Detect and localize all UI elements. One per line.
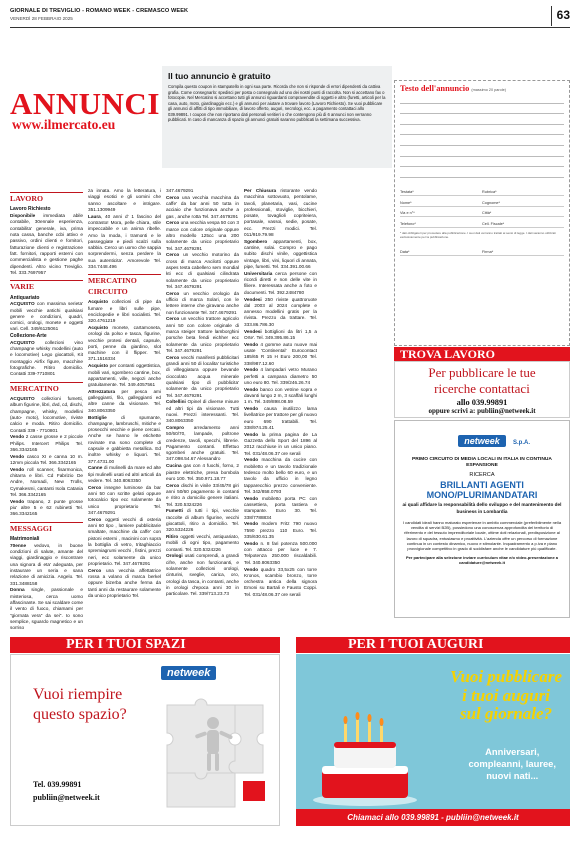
classified-ad [166, 291, 239, 316]
ad-text: vecchi manifesti pubblicitari grandi anni 50 di localita' turistiche di villeggiatura oppure bevande cioccolato acqua minerale qualsiasi tipo di pubblicita' solamente da unico proprietario Tel. 347.4679291 [166, 354, 239, 398]
classified-ad [88, 299, 161, 324]
ad-lead-word: Vendo [10, 498, 25, 504]
section-heading: MERCATINO [10, 382, 83, 394]
ad-text: ristorante vendo macchina sottovuoto, pentolame, tavoli, planetaria, vasi, cucine professionali, stoviglie, bicchieri, posate, tovaglioli copriteiera, portasale, vassoi, sedie, posate, ecc. Prezzi modici. Tel. 011/919.79.98 [244, 188, 317, 238]
classified-ad [244, 432, 317, 457]
ad-lead-word: Vendo [244, 406, 259, 412]
auguri-headline-1: Vuoi pubblicare [450, 667, 562, 686]
ad-lead-word: Canne [88, 465, 103, 471]
auguri-headline-2: i tuoi auguri [462, 685, 550, 705]
classified-ad [10, 467, 83, 498]
ad-text: single, passionale e misteriosa, cerca uomo affascinante. Se sai scaldare come il vento di fuoco, chiamami per "giornata vera" da sei". Io sono semplice, sguardo magnetico e un sorriso [10, 587, 83, 631]
ad-text: per contanti oggettistica, mobili vari, sgombero cantine, box, appartamenti, ville, negozi anche gratuitamente. Tel. 349.4057561 [88, 363, 161, 388]
coupon-line[interactable] [400, 114, 564, 125]
job-role: BRILLANTI AGENTI MONO/PLURIMANDATARI [426, 479, 538, 501]
coupon-title [400, 84, 564, 93]
page-header [10, 6, 570, 28]
ad-lead-word: Vendo [244, 521, 259, 527]
auguri-ad [296, 654, 570, 826]
ad-lead-word: Sgombero [244, 238, 268, 244]
coupon-field-row[interactable] [400, 207, 564, 218]
classified-ad [88, 568, 161, 599]
website-link[interactable]: www.ilmercato.eu [12, 117, 116, 132]
section-title-annunci: ANNUNCI [10, 86, 160, 121]
field-codice-fiscale[interactable]: Cell. Fiscale* [482, 222, 564, 228]
header-divider [551, 6, 552, 26]
ad-lead-word: Vendo [244, 495, 259, 501]
ad-text: mobiletto porta PC con cassettiera, porta tastiera e stampante. Euro 30. Tel. 338/7788834 [244, 495, 317, 520]
classified-ad [244, 541, 317, 566]
spazi-ad [10, 654, 280, 826]
ad-lead-word: Disponibile [10, 213, 36, 219]
subsection-heading: Antiquariato [10, 294, 40, 301]
ad-text: za innata. Amo la letteratura, i viaggi esotici e gli uomini che sanno ascoltare e intrigare. 351.1309949 [88, 188, 161, 212]
spazi-question-1: Vuoi riempire [33, 686, 123, 703]
classified-column-2 [88, 188, 161, 600]
trova-lavoro-bar: TROVA LAVORO [394, 347, 570, 361]
auguri-subtext [468, 746, 556, 783]
ad-lead-word: Laura [88, 213, 101, 219]
classified-ad [166, 220, 239, 251]
ad-lead-word: Attrezzatura [88, 388, 116, 394]
classified-ad [88, 188, 161, 213]
classified-ad [244, 457, 317, 495]
classified-ad [10, 499, 83, 518]
classified-ad [244, 387, 317, 406]
job-ricerca: RICERCA [469, 471, 495, 478]
ad-text: macchina da cucire con mobiletto e un tavolo tradizionale tedesco molto bello 60 euro, e un tavolo da ufficio in legno tapparecchio prezzo conveniente. Tel. 342/858.0793 [244, 457, 317, 494]
spazi-question-2: questo spazio? [33, 706, 127, 723]
info-title: Il tuo annuncio è gratuito [168, 71, 271, 81]
field-rubrica[interactable]: Rubrica* [482, 190, 564, 196]
ad-lead-word: Bottiglie [88, 414, 107, 420]
ad-text: collezioni vino champagne whisky modellini (auto e locomotive) Lego giocattoli, Kit montaggio Airfix figure, macchine fotografiche. Ritiro domicilio. Contatti 339-7710801 [10, 339, 83, 377]
field-cognome[interactable]: Cognome* [482, 201, 564, 207]
ad-text: oggetti vecchi di osteria anni 60 tipo , lamiere pubblicitarie smaltate, macchine da caffe' con pistoni esterni , macinini con sopra la bottiglia di vetro, tritaghiaccio spremiagrumi vecchi , fistini, prezzi neri, ecc solamente da unico proprietario. Tel. 347.4679291 [88, 516, 161, 566]
ad-text: di tutti i tipi, vecchie raccolte di album figurine, vecchi giocattoli, ritiro a domicilio. Tel. 320.5324226 [166, 508, 239, 533]
classified-ad [10, 454, 83, 467]
classified-column-1 [10, 188, 83, 632]
classified-ad [166, 316, 239, 354]
spazi-contact [33, 779, 100, 805]
ad-coupon[interactable] [394, 80, 570, 346]
ad-lead-word: Vendo [244, 431, 259, 437]
classified-ad [166, 425, 239, 463]
classified-ad [88, 415, 161, 465]
spazi-email[interactable]: publiin@netweek.it [33, 792, 100, 802]
field-data[interactable]: Data* [400, 250, 482, 256]
classified-ad [166, 399, 239, 424]
ad-text: la prima pagina de La Gazzetta dello Sport del 1896 al 2012 racchiuse in un unico piano. Tel. 031/48.06.37 ore serali [244, 431, 317, 456]
auguri-sub-1: Anniversari, [485, 746, 540, 757]
coupon-title-text: Testo dell'annuncio [400, 84, 470, 93]
ad-lead-word: Donna [10, 587, 25, 593]
issue-date: VENERDÌ 28 FEBBRAIO 2025 [10, 16, 73, 21]
ad-text: gas con 4 fuochi, forno, 2 piastre elettriche, presa bombola euro 100. Tel. 350.971.18.77 [166, 463, 239, 481]
classified-ad [10, 396, 83, 434]
ad-lead-word: Cerco [166, 290, 180, 296]
auguri-bar: PER I TUOI AUGURI [296, 637, 570, 653]
netweek-logo: netweek [161, 666, 216, 680]
ad-lead-word: Acquisto [88, 324, 109, 330]
trova-lavoro-box [394, 361, 570, 418]
classified-ad [166, 463, 239, 482]
trova-headline-1: Per pubblicare le tue [428, 365, 536, 380]
ad-text: Opinel di diverse misure ed altri tipi da visionare. Tutti nuovi. Prezzi interessanti. Tel. 340.8063350 [166, 399, 239, 424]
field-telefono[interactable]: Telefono* [400, 222, 482, 228]
ad-lead-word: Cerco [166, 354, 180, 360]
ad-text: collezioni fumetti, album figurine, libri, dvd, cd, dischi, champagne, whisky, modellini (auto- moto), locomotive, riviste calcio e moda. Ritiro domicilio. Contatti 339 - 7710801 [10, 396, 83, 433]
ad-lead-word: ACQUISTO [10, 339, 35, 345]
auguri-footer: Chiamaci allo 039.99891 - publiin@netweek.it [296, 809, 570, 826]
ad-lead-word: Cerco [88, 484, 102, 490]
puzzle-figure-icon [157, 685, 273, 819]
trova-headline-2: ricerche contattaci [434, 380, 530, 396]
free-ad-info-box [162, 66, 392, 168]
field-firma[interactable]: Firma* [482, 250, 564, 256]
ad-lead-word: Coltellini [166, 399, 186, 405]
ad-lead-word: Vendo [244, 341, 259, 347]
ad-lead-word: Vendo [10, 453, 25, 459]
ad-text: 347.4679291 [166, 188, 194, 193]
classified-ad [10, 301, 83, 332]
classified-ad [88, 363, 161, 388]
ad-lead-word: Vendo [244, 367, 259, 373]
classified-ad [88, 214, 161, 271]
ad-lead-word: 70enne [10, 542, 27, 548]
classified-ad [10, 434, 83, 453]
ad-text: roll scanner, fisarmonica, chitarra e libri. Cd Fabrizio De Andre, Nomadi, New Trolls, Cymakesmi, cantanti Isola Catania Tel. 366.3342165 [10, 466, 83, 498]
classified-ad [166, 355, 239, 399]
ad-lead-word: ACQUISTO [10, 301, 35, 307]
ad-lead-word: Cerco [166, 482, 180, 488]
coupon-field-row[interactable] [400, 196, 564, 207]
netweek-logo: netweek [458, 435, 506, 447]
ad-lead-word: Ritiro [166, 534, 179, 540]
field-via[interactable]: Via e n°* [400, 211, 482, 217]
classified-ad [88, 485, 161, 516]
ad-text: una vecchia macchina da caffe' da bar anni 50 tutta in acciaio che funzionava anche a gas , anche rotta Tel. 347.4679291 [166, 194, 239, 219]
classified-ad [10, 213, 83, 276]
trova-email-line: oppure scrivi a: publiin@netweek.it [428, 407, 536, 416]
ad-text: una vecchia vespa 50 con 3 marce con colore originale oppure altro modello 125cc una 200 solamente da unico proprietario Tel. 347.4679291 [166, 220, 239, 251]
netweek-job-ad [394, 420, 570, 618]
ad-lead-word: Universitaria [244, 270, 273, 276]
ad-lead-word: Cerco [166, 220, 180, 226]
ad-lead-word: Per Chiusura [244, 188, 277, 193]
section-heading: LAVORO [10, 192, 83, 204]
ad-text: casco XI e canna 10 m. 12mm piccola Tel. 366.3342165 [10, 453, 83, 466]
auguri-headline-3: sul giornale? [459, 704, 553, 724]
ad-lead-word: Vendo [10, 466, 25, 472]
field-testata[interactable]: Testata* [400, 190, 482, 196]
classified-ad [166, 508, 239, 533]
ad-lead-word: Vendo [244, 540, 259, 546]
auguri-sub-2: compleanni, lauree, [468, 758, 556, 770]
info-text: Compila questo coupon in stampatello in ogni sua parte. Ricorda che non si risponde di errori dipendenti da cattiva grafia. Come consegnarlo: spedisci per posta o consegnalo ad uno dei nostri punti di raccolta. Non si accettano fax o fotocopie. Nel Mercatino si accettano tutti gli annunci riguardanti compravendite di oggetti e altro (furetti, articoli per la casa, auto, moto, giardinaggio ecc.) e gli annunci per aiutare a trovare lavoro (Lavoro Richiesto). Se vuoi pubblicare gli annunci di affitti di tipo immobiliare, di lavoro offerto, auguri, necrologi, ecc. a pagamento contattaci allo 039.99891. I coupon che non riportano dati personali veritieri o che contengono più di 6 annunci non verranno pubblicati. In caso di mancanza di spazio gli annunci gratuiti saranno pubblicati la settimana successiva. [168, 84, 386, 123]
ad-text: banco con vetrine sopra e davanti lungo 2 m, 3 scaffali lunghi 1 m. Tel. 349/898.08.59 [244, 386, 317, 405]
classified-ad [244, 367, 317, 386]
spazi-tel: Tel. 039.99891 [33, 780, 82, 789]
coupon-line[interactable] [400, 135, 564, 146]
coupon-privacy-note: * dati obbligatori per procedere alla pubblicazione. I suoi dati verranno trattati ai sensi di legge. I dati saranno utilizzati esclusivamente per la pubblicazione. [400, 230, 556, 239]
coupon-line[interactable] [400, 146, 564, 157]
classified-column-3 [166, 188, 239, 598]
ad-text: 250 riviste quattroruote dal 2003 al 2024 complete e annesso modellini gratis per la rivista. Prezzo da trattare. Tel. 333.86.786.30 [244, 296, 317, 327]
ad-text: causa inutilizzo lama livellatrice per trattore per gli nuovo euro 690 trattabili. Tel. 338/974.25.41 [244, 406, 317, 430]
subsection-heading: Lavoro Richiesto [10, 206, 51, 213]
ad-text: per pesca ami galleggianti, filo, galleggianti ed altre canne da visionare. Tel. 340.8063350 [88, 388, 161, 413]
auguri-sub-3: nuovi nati... [486, 770, 539, 782]
classified-ad [88, 325, 161, 363]
coupon-line[interactable] [400, 167, 564, 178]
classified-ad [88, 465, 161, 484]
ad-lead-word: Acquisto [88, 299, 109, 305]
ad-text: collezioni di pipe da fumare e libri sulle pipe, enciclopedie e libri socialisti. Tel. 320.4761219 [88, 299, 161, 324]
classified-ad [166, 483, 239, 508]
job-scope: ai quali affidare la responsabilità dello sviluppo e del mantenimento del business in Lombardia [402, 502, 562, 514]
ad-text: una vecchia affettatrice rossa a volano di marca berkel oppure bizerba anche ferma da tanti anni da restaurare solamente da unico proprietario Tel. [88, 567, 161, 598]
ad-text: , 40 anni d' 1 fascino del contrasto! Mora, pelle chiara, stile impeccabile e un anima ribelle. Amo la moda, i tramonti e le passeggiate e piedi scalzi sulla sabbia. Cerco un uomo che sappia sorprendermi, senza perdere la sua autenticita'. Amorevole Tel. 334.7448.496 [88, 213, 161, 270]
ad-text: un vecchio orologio da ufficio di marca Solari, con le lettere interne che giravano anche non funzionante Tel. 347.4679291 [166, 290, 239, 315]
coupon-line[interactable] [400, 93, 564, 104]
classified-ad [88, 517, 161, 567]
ad-text: un vecchio motorino da cross di marca Ancilotti oppure aspes testa cabellero sem mondial kti ecc di qualsiasi cilindrata solamente da unico proprietario Tel. 347.4679291 [166, 252, 239, 289]
classified-ad [166, 188, 239, 194]
job-body: I candidati ideali hanno maturato esperienze in ambito commerciale (preferibilmente nella vendita di servizi B2B), possiedono una conoscenza approfondita del territorio di riferimento e del tessuto imprenditoriale locale, ottime doti relazionali, predisposizione al lavoro di squadra, entusiasmo e proattività. L'azienda offre un percorso di formazione continua in un contesto dinamico, nuovo e stimolante. Inquadramento a p.iva e piano provvigionale competitivo in grado di soddisfare anche le candidature più qualificate. [402, 519, 562, 552]
job-intro: PRIMO CIRCUITO DI MEDIA LOCALI IN ITALIA IN CONTINUA ESPANSIONE [412, 457, 552, 469]
coupon-line[interactable] [400, 125, 564, 136]
coupon-fields [400, 186, 564, 228]
classified-ad [166, 195, 239, 220]
ad-lead-word: Cerco [166, 252, 180, 258]
classified-ad [244, 239, 317, 270]
classified-ad [10, 340, 83, 378]
coupon-hint: (massimo 20 parole) [471, 88, 506, 92]
section-heading: VARIE [10, 280, 83, 292]
ad-text: di mulinelli da mare ed alte tipi mulinelli usati ed altri articoli da vedere. Tel. 340.8063350 [88, 465, 161, 484]
ad-text: di spumante, champagne, lambruschi, mitiche e prosecchi vecchie e piene cercasi. Anche se hanno le etichette rovinate ma sono complete di capsule e gabbietta metallica. Ed inoltre whisky e liquori. Tel. 377.4731.00 [88, 414, 161, 464]
ad-lead-word: ACQUISTO [10, 396, 35, 402]
classified-ad [244, 188, 317, 238]
company-suffix: S.p.A. [513, 440, 531, 446]
ad-text: 4 gomme auto nuove mai usate 'Continental' Eurocontact 185/65 R 15 H Euro 200,00 Tel. 338/987.12.60 [244, 341, 317, 366]
subsection-heading: Collezione-Arte [10, 333, 47, 340]
ad-lead-word: Acquisto [88, 363, 109, 369]
classified-ad [244, 521, 317, 540]
classified-ad [244, 496, 317, 521]
coupon-line[interactable] [400, 157, 564, 168]
spazi-bar: PER I TUOI SPAZI [10, 637, 280, 653]
ad-text: modem Fritz 790 nuovo 7590 prezzo 110 Euro. Tel. 335/630.61.35 [244, 521, 317, 540]
field-citta[interactable]: Città* [482, 211, 564, 217]
ad-text: oggetti vecchi, antiquariato, mobili di ogni tipo, pagamento contanti. Tel. 320.5324226 [166, 534, 239, 552]
field-nome[interactable]: Nome* [400, 201, 482, 207]
spazi-question [33, 685, 127, 725]
subsection-heading: Matrimoniali [10, 536, 40, 543]
ad-text: cerca persone con ricordi diretti e non delle vite in filiere. Interessata anche a foto e documenti. Tel. 392.2484780 [244, 270, 317, 295]
ad-text: vedovo, in buone condizioni di salute, amante del viaggi, giardinaggio e riscontrare una signora di eta' adeguata, per instaurare un seria e sana relazione di amicizia. Angelo. Tel. 331.3488158 [10, 542, 83, 586]
ad-text: trapano, 2 punte grosse piu' altre 5 e 62 rubinetti Tel. 366.3342165 [10, 498, 83, 517]
ad-text: bottiglioni da litri 1,5 a Orte'. Tel. 349.395.86.15 [244, 328, 317, 340]
classified-ad [166, 534, 239, 553]
ad-lead-word: Vendo [10, 434, 25, 440]
coupon-field-row[interactable] [400, 186, 564, 197]
coupon-line[interactable] [400, 104, 564, 115]
newspaper-title: GIORNALE DI TREVIGLIO - ROMANO WEEK - CREMASCO WEEK [10, 8, 189, 14]
ad-text: insegne luminose da bar anni 50 con scritte gelati oppure totocalcio tipo ecc solamente da unico proprietario Tel. 347.4679291 [88, 484, 161, 516]
job-cta: Per partecipare alla selezione inviare curriculum vitae e/o video-presentazione a candidature@netweek.it [405, 554, 559, 565]
auguri-headline [450, 668, 562, 724]
spazi-logo-wrap [161, 663, 216, 681]
ad-lead-word: Cerco [166, 316, 180, 322]
section-heading: MERCATINO CIRCUITO [88, 274, 161, 297]
ad-lead-word: Vendesi [244, 296, 262, 302]
ad-text: monete, cartamoneta, orologi da polso e tasca, figurine, vecchie protesi dentali, capsule, porti, penne da giardino, slot machine con il flipper. Tel. 371.1516334 [88, 324, 161, 362]
ad-text: n. 8 fari potenza 500.000 con attacco per luce e 7. Telpotenza 250.000 riscaldabili. Tel. 340.8063350 [244, 540, 317, 565]
ad-lead-word: Cerco [166, 194, 180, 200]
ad-text: 2 casse grosse e 2 piccole Philips. Intercert Philips Tel. 366.3342165 [10, 434, 83, 452]
classified-ad [166, 553, 239, 597]
ad-lead-word: Cerco [88, 516, 102, 522]
ad-lead-word: Vendo [244, 386, 259, 392]
classified-ad [244, 271, 317, 296]
ad-text: appartamenti, box, cantine, solai. Compro e pago subito dischi vinile, oggettistica vintage, libri, vini, liquori di annata, pipe, fumetti. Tel. 334.391.00.66 [244, 238, 317, 270]
classified-ad [244, 297, 317, 328]
ad-lead-word: Vendesi [244, 328, 262, 334]
coupon-text-lines[interactable] [400, 93, 564, 178]
classified-ad [10, 587, 83, 631]
ad-text: dischi in vinile 33/45/78 giri anni 50/60 pagamento in contanti e ritiro a domicilio genere italiani. Tel. 320.5324226 [166, 482, 239, 507]
classified-ad [244, 567, 317, 598]
ad-lead-word: Cerco [88, 567, 102, 573]
classified-ad [244, 329, 317, 342]
ad-text: 4 lampadari vetro Murano perfetti a campana diametro 50 uno euro 80. Tel. 339/246.26.74 [244, 367, 317, 385]
ad-lead-word: Cucina [166, 463, 182, 469]
classified-ad [166, 252, 239, 290]
ad-text: usati comprendi, a grandi cifre, anche non funzionanti, e solamente collezioni orologi, cinturini, sveglie, carica, oro, orologi da tasca, in contanti, anche in orologi d'epoca anni 30 in particolare. Tel. 339/713.23.73 [166, 553, 239, 597]
classified-ad [244, 406, 317, 431]
ad-text: arredamento anni 50/60/70, lampade, poltrone credenze, tavoli, specchi, librerie. Pagamento contanti. Effettuo sgomberi anche gratuiti. Tel. 347.098.54.67 Alessandro [166, 424, 239, 462]
page-number: 63 [556, 8, 570, 22]
ad-text: immediata abile contabile, 30ennale esperienza, contabilita' generale, iva, prima nota cassa, banche ccbi attivo e passivo, ordini clienti e fornitori, fatturazione clienti e registrazione fatt. fornitori, rapporti esterni con commercialista e gestione paghe dipendenti. Altro vicino Treviglio. Tel. 333.7697957 [10, 213, 83, 275]
ad-text: un vecchio trattore agricolo anni 50 con colore originale di marca steiger trattore lamborghini porsche beta fendi eichher ecc solamente da unico proprietario Tel. 347.4679291 [166, 316, 239, 353]
coupon-sign-row[interactable] [400, 246, 564, 257]
ad-lead-word: Fumetti [166, 508, 183, 514]
coupon-field-row[interactable] [400, 217, 564, 228]
ad-lead-word: Compro [166, 424, 184, 430]
birthday-cake-icon [310, 708, 420, 808]
section-heading: MESSAGGI [10, 522, 83, 534]
classified-ad [88, 389, 161, 414]
trova-phone: allo 039.99891 [456, 398, 508, 408]
classified-column-4 [244, 188, 317, 599]
ad-lead-word: Vendo [244, 566, 259, 572]
ad-text: quadro 33,5x25 con torre Kronos, scambio bronzo, torre orchestra antica della signora Emoni su Bartali e Fausto Coppi. Tel. 031/48.06.37 ore serali [244, 566, 317, 597]
classified-ad [10, 543, 83, 587]
ad-lead-word: Orologi [166, 553, 183, 559]
classified-ad [244, 342, 317, 367]
ad-lead-word: Vendo [244, 457, 259, 463]
ad-text: con massima serieta' mobili vecchie antichi qualsiasi genere e condizioni, quadri, cornici, orologi, monete e oggetti vari. Cell. 349/6125061 [10, 301, 83, 332]
